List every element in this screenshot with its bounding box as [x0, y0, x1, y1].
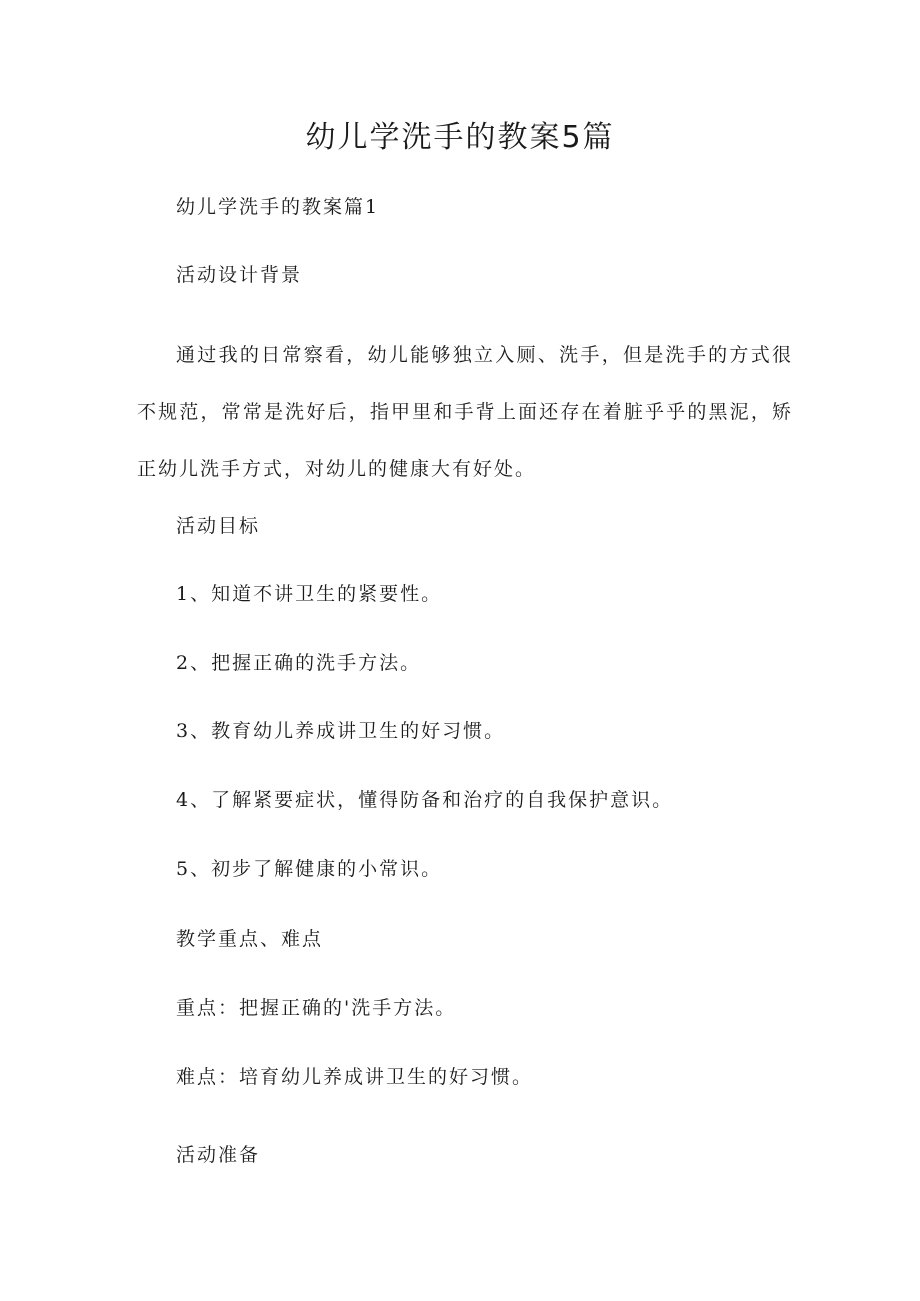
- key-points-heading: 教学重点、难点: [176, 928, 324, 950]
- background-heading: 活动设计背景: [176, 264, 303, 286]
- key-point: 重点：把握正确的'洗手方法。: [176, 997, 457, 1019]
- difficulty-point: 难点：培育幼儿养成讲卫生的好习惯。: [176, 1066, 534, 1088]
- goal-item: 2、把握正确的洗手方法。: [176, 652, 422, 674]
- goal-item: 1、知道不讲卫生的紧要性。: [176, 583, 443, 605]
- preparation-heading: 活动准备: [176, 1144, 261, 1166]
- document-title: 幼儿学洗手的教案5篇: [305, 120, 615, 155]
- section-heading: 幼儿学洗手的教案篇1: [176, 196, 380, 218]
- goal-item: 5、初步了解健康的小常识。: [176, 858, 443, 880]
- goals-heading: 活动目标: [176, 515, 261, 537]
- goal-item: 3、教育幼儿养成讲卫生的好习惯。: [176, 720, 506, 742]
- background-paragraph: 通过我的日常察看，幼儿能够独立入厕、洗手，但是洗手的方式很不规范，常常是洗好后，指甲里和手背上面还存在着脏乎乎的黑泥，矫正幼儿洗手方式，对幼儿的健康大有好处。: [137, 344, 793, 480]
- goal-item: 4、了解紧要症状，懂得防备和治疗的自我保护意识。: [176, 789, 674, 811]
